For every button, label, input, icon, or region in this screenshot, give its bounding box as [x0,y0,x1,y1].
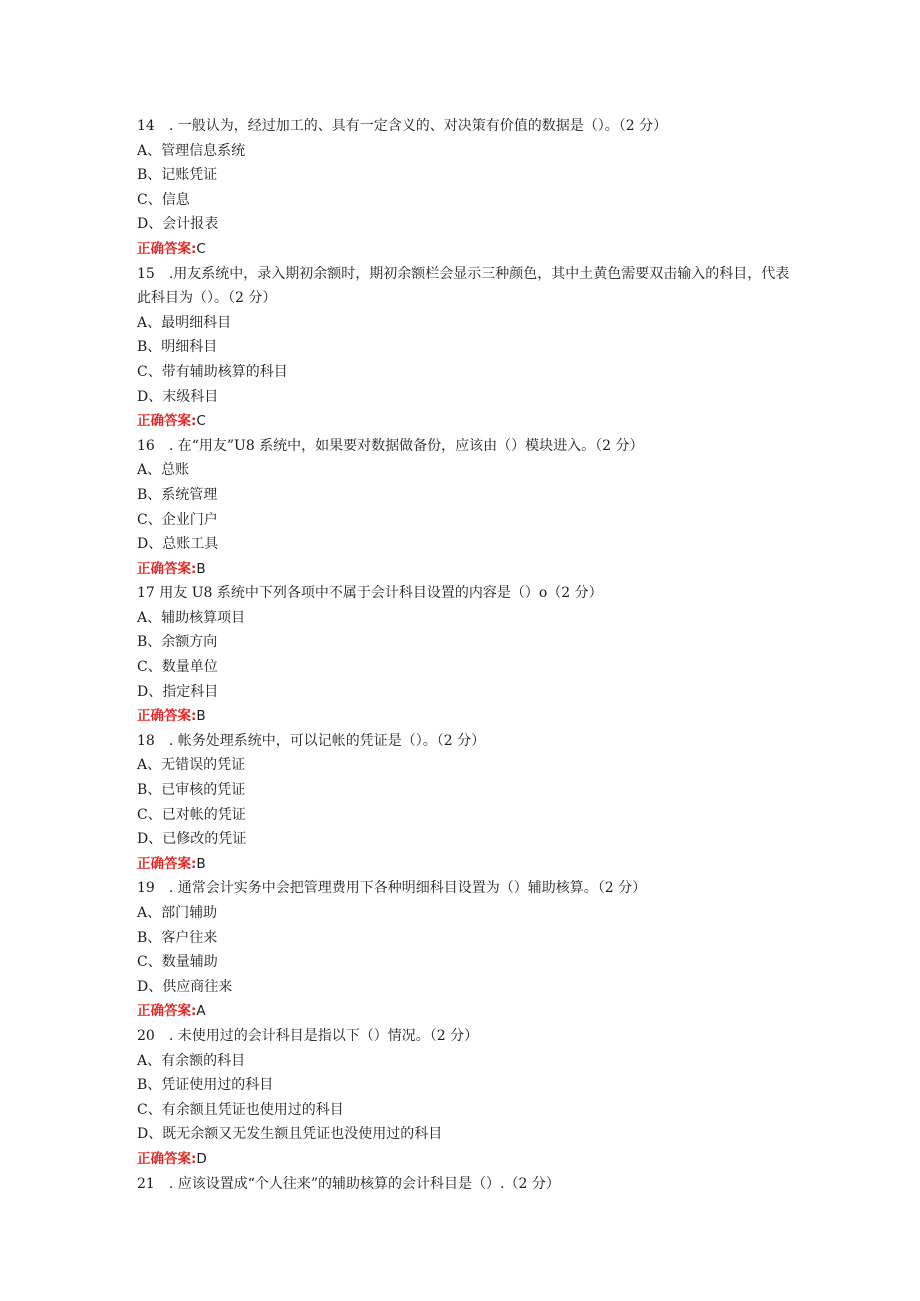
question-list [137,114,797,1196]
question-stem: 16 . 在“用友”U8 系统中，如果要对数据做备份，应该由（）模块进入。（2 分） [137,437,644,454]
correct-answer [137,237,797,262]
question-stem: 17 用友 U8 系统中下列各项中不属于会计科目设置的内容是（）o（2 分） [137,585,603,602]
option-a: A、辅助核算项目 [137,609,246,626]
question-15 [137,262,797,434]
question-stem: 21 . 应该设置成“个人往来”的辅助核算的会计科目是（）.（2 分） [137,1175,560,1192]
question-14 [137,114,797,262]
question-16 [137,434,797,582]
answer-value: B [196,708,206,725]
correct-answer [137,999,797,1024]
answer-value: B [196,855,206,872]
answer-label: 正确答案: [137,413,197,430]
option-c: C、企业门户 [137,511,218,528]
option-d: D、供应商往来 [137,978,233,995]
option-c: C、数量单位 [137,659,218,676]
option-c: C、已对帐的凭证 [137,806,246,823]
option-a: A、有余额的科目 [137,1052,246,1069]
option-a: A、无错误的凭证 [137,757,246,774]
answer-value: D [196,1150,207,1167]
answer-label: 正确答案: [137,855,197,872]
question-19 [137,876,797,1024]
option-c: C、带有辅助核算的科目 [137,363,288,380]
answer-label: 正确答案: [137,560,197,577]
option-b: B、余额方向 [137,634,218,651]
option-d: D、既无余额又无发生额且凭证也没使用过的科目 [137,1126,443,1143]
correct-answer [137,852,797,877]
question-20 [137,1024,797,1172]
option-c: C、有余额且凭证也使用过的科目 [137,1101,344,1118]
answer-value: C [196,240,206,257]
option-b: B、记账凭证 [137,167,218,184]
answer-label: 正确答案: [137,1003,197,1020]
option-b: B、明细科目 [137,339,218,356]
option-d: D、末级科目 [137,388,219,405]
correct-answer [137,1147,797,1172]
question-stem: 19 . 通常会计实务中会把管理费用下各种明细科目设置为（）辅助核算。（2 分） [137,880,647,897]
correct-answer [137,557,797,582]
question-18 [137,729,797,877]
option-b: B、凭证使用过的科目 [137,1077,274,1094]
option-a: A、管理信息系统 [137,142,246,159]
answer-value: A [196,1003,206,1020]
answer-label: 正确答案: [137,708,197,725]
question-stem: 20 . 未使用过的会计科目是指以下（）情况。（2 分） [137,1027,479,1044]
answer-label: 正确答案: [137,240,197,257]
answer-value: B [196,560,206,577]
correct-answer [137,704,797,729]
question-stem: 18 . 帐务处理系统中，可以记帐的凭证是（）。（2 分） [137,732,486,749]
option-b: B、系统管理 [137,486,218,503]
question-stem: 14 . 一般认为，经过加工的、具有一定含义的、对决策有价值的数据是（）。（2 分） [137,118,668,134]
option-d: D、已修改的凭证 [137,831,247,848]
answer-value: C [196,413,206,430]
option-d: D、总账工具 [137,536,219,553]
option-b: B、客户往来 [137,929,218,946]
question-17 [137,581,797,729]
option-d: D、指定科目 [137,683,219,700]
option-a: A、部门辅助 [137,905,218,921]
option-d: D、会计报表 [137,216,219,233]
option-c: C、数量辅助 [137,954,218,971]
answer-label: 正确答案: [137,1150,197,1167]
correct-answer [137,409,797,434]
option-b: B、已审核的凭证 [137,782,246,799]
question-21 [137,1172,797,1197]
option-c: C、信息 [137,191,190,208]
option-a: A、总账 [137,462,190,479]
option-a: A、最明细科目 [137,314,232,331]
question-stem: 15 .用友系统中，录入期初余额时，期初余额栏会显示三种颜色，其中土黄色需要双击输入的科目，代表此科目为（）。（2 分） [137,265,790,307]
